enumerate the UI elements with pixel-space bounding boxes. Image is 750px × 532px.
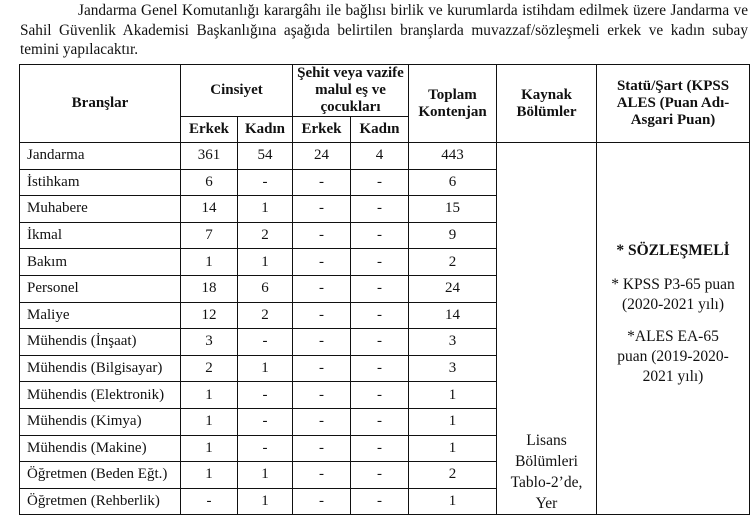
cell-brans: Öğretmen (Rehberlik): [20, 488, 181, 515]
cell-brans: Muhabere: [20, 196, 181, 223]
cell-kadin: -: [238, 329, 293, 356]
cell-brans: Jandarma: [20, 143, 181, 170]
header-erkek: Erkek: [181, 117, 238, 143]
header-cinsiyet: Cinsiyet: [181, 65, 293, 117]
cell-kadin: 1: [238, 196, 293, 223]
cell-sehit-kadin: 4: [351, 143, 409, 170]
cell-sehit-erkek: -: [293, 462, 351, 489]
kpss-requirement: * KPSS P3-65 puan (2020-2021 yılı): [611, 276, 735, 313]
cell-brans: Mühendis (Makine): [20, 435, 181, 462]
cell-sehit-kadin: -: [351, 355, 409, 382]
header-sehit: Şehit veya vazife malul eş ve çocukları: [293, 65, 409, 117]
cell-sehit-erkek: -: [293, 169, 351, 196]
cell-erkek: 2: [181, 355, 238, 382]
cell-brans: Personel: [20, 275, 181, 302]
header-kadin: Kadın: [238, 117, 293, 143]
cell-toplam: 1: [409, 488, 497, 515]
cell-erkek: 1: [181, 382, 238, 409]
cell-toplam: 1: [409, 435, 497, 462]
cell-brans: Mühendis (Elektronik): [20, 382, 181, 409]
cell-brans: İstihkam: [20, 169, 181, 196]
header-sehit-erkek: Erkek: [293, 117, 351, 143]
cell-brans: İkmal: [20, 222, 181, 249]
cell-sehit-kadin: -: [351, 329, 409, 356]
cell-toplam: 9: [409, 222, 497, 249]
cell-sehit-kadin: -: [351, 169, 409, 196]
cell-kadin: 1: [238, 488, 293, 515]
kaynak-line: Lisans: [526, 432, 567, 450]
cell-brans: Mühendis (İnşaat): [20, 329, 181, 356]
cell-toplam: 2: [409, 249, 497, 276]
kaynak-line: Bölümleri: [515, 453, 578, 471]
cell-toplam: 2: [409, 462, 497, 489]
cell-sehit-erkek: -: [293, 435, 351, 462]
cell-kadin: 1: [238, 355, 293, 382]
cell-toplam: 15: [409, 196, 497, 223]
cell-toplam: 6: [409, 169, 497, 196]
header-kaynak: Kaynak Bölümler: [497, 65, 597, 143]
cell-toplam: 1: [409, 382, 497, 409]
cell-kadin: 2: [238, 222, 293, 249]
branch-quota-table: [19, 64, 750, 515]
cell-kadin: -: [238, 408, 293, 435]
cell-erkek: 1: [181, 249, 238, 276]
statu-sart-cell: [597, 143, 750, 515]
cell-erkek: 1: [181, 408, 238, 435]
cell-erkek: 12: [181, 302, 238, 329]
cell-sehit-erkek: -: [293, 196, 351, 223]
intro-paragraph: [20, 1, 748, 60]
cell-brans: Öğretmen (Beden Eğt.): [20, 462, 181, 489]
cell-erkek: 3: [181, 329, 238, 356]
cell-brans: Bakım: [20, 249, 181, 276]
cell-brans: Mühendis (Bilgisayar): [20, 355, 181, 382]
cell-sehit-erkek: 24: [293, 143, 351, 170]
cell-toplam: 1: [409, 408, 497, 435]
cell-sehit-erkek: -: [293, 275, 351, 302]
cell-kadin: -: [238, 382, 293, 409]
intro-text: Jandarma Genel Komutanlığı karargâhı ile bağlısı birlik ve kurumlarda istihdam edilmek üzere Jandarma ve Sahil Güvenlik Akademisi Başkanlığına aşağıda belirtilen branşlarda muvazzaf/sözleşmeli erkek ve kadın subay temini yapılacaktır.: [20, 2, 748, 58]
cell-kadin: 1: [238, 249, 293, 276]
cell-erkek: 7: [181, 222, 238, 249]
cell-sehit-kadin: -: [351, 249, 409, 276]
cell-erkek: 1: [181, 462, 238, 489]
cell-sehit-kadin: -: [351, 435, 409, 462]
cell-erkek: 1: [181, 435, 238, 462]
sozlesmeli-label: * SÖZLEŞMELİ: [616, 242, 730, 259]
cell-kadin: 2: [238, 302, 293, 329]
cell-brans: Maliye: [20, 302, 181, 329]
cell-sehit-kadin: -: [351, 275, 409, 302]
cell-kadin: 54: [238, 143, 293, 170]
cell-erkek: 6: [181, 169, 238, 196]
kaynak-line: Tablo-2’de,: [510, 474, 583, 492]
cell-sehit-erkek: -: [293, 382, 351, 409]
ales-requirement: *ALES EA-65 puan (2019-2020-2021 yılı): [617, 328, 729, 385]
cell-brans: Mühendis (Kimya): [20, 408, 181, 435]
cell-sehit-erkek: -: [293, 249, 351, 276]
cell-toplam: 3: [409, 355, 497, 382]
cell-erkek: 18: [181, 275, 238, 302]
cell-toplam: 24: [409, 275, 497, 302]
cell-kadin: 6: [238, 275, 293, 302]
header-statu: Statü/Şart (KPSS ALES (Puan Adı-Asgari Puan): [597, 65, 750, 143]
header-branslar: Branşlar: [20, 65, 181, 143]
cell-erkek: 14: [181, 196, 238, 223]
cell-erkek: -: [181, 488, 238, 515]
cell-sehit-erkek: -: [293, 302, 351, 329]
cell-kadin: -: [238, 435, 293, 462]
cell-toplam: 14: [409, 302, 497, 329]
table-row: [20, 143, 750, 170]
cell-erkek: 361: [181, 143, 238, 170]
cell-sehit-kadin: -: [351, 382, 409, 409]
kaynak-bolumler-cell: [497, 143, 597, 515]
cell-sehit-erkek: -: [293, 329, 351, 356]
cell-sehit-erkek: -: [293, 222, 351, 249]
cell-sehit-kadin: -: [351, 302, 409, 329]
cell-kadin: -: [238, 169, 293, 196]
cell-kadin: 1: [238, 462, 293, 489]
cell-sehit-kadin: -: [351, 222, 409, 249]
cell-sehit-kadin: -: [351, 408, 409, 435]
cell-toplam: 3: [409, 329, 497, 356]
cell-sehit-kadin: -: [351, 196, 409, 223]
cell-sehit-kadin: -: [351, 488, 409, 515]
header-toplam: Toplam Kontenjan: [409, 65, 497, 143]
cell-sehit-kadin: -: [351, 462, 409, 489]
cell-sehit-erkek: -: [293, 488, 351, 515]
kaynak-line: Yer: [535, 495, 558, 513]
cell-sehit-erkek: -: [293, 408, 351, 435]
cell-sehit-erkek: -: [293, 355, 351, 382]
header-sehit-kadin: Kadın: [351, 117, 409, 143]
cell-toplam: 443: [409, 143, 497, 170]
